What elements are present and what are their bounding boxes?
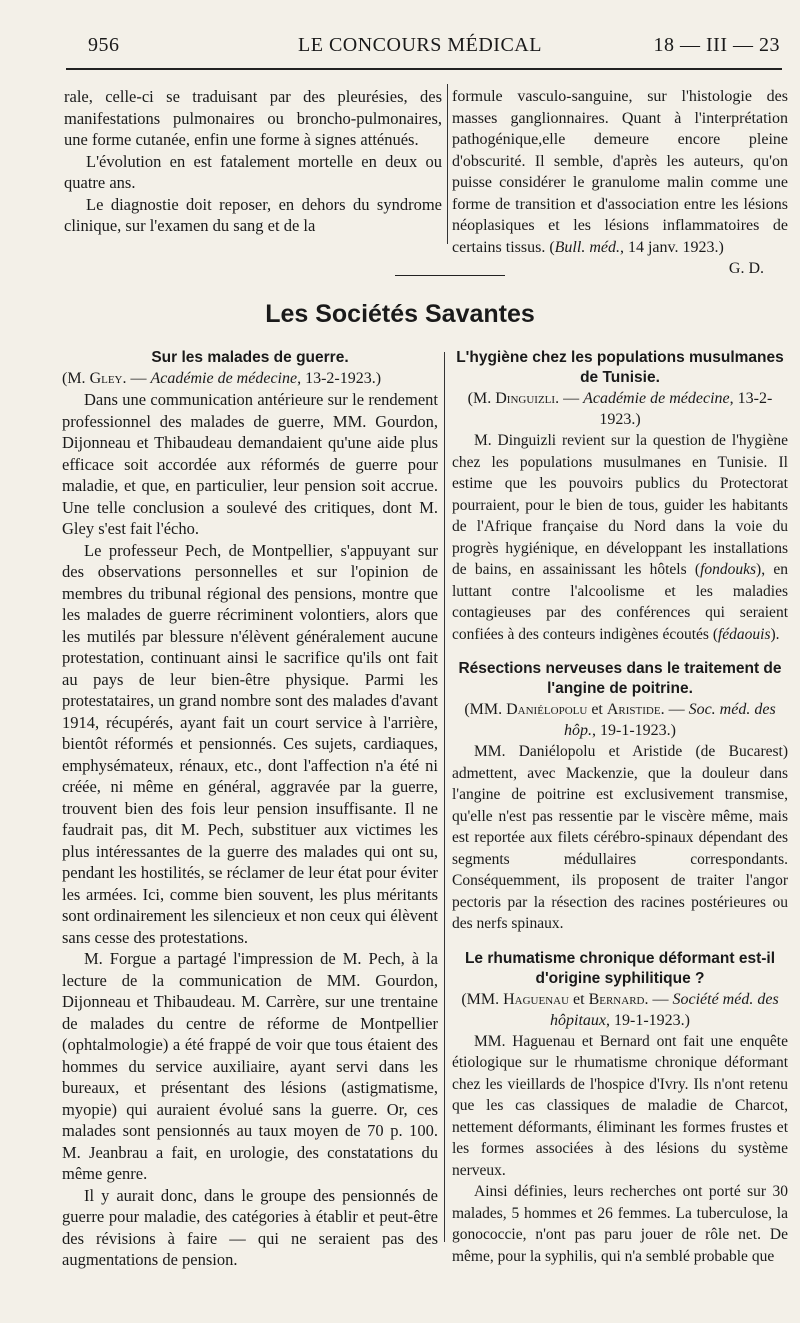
article-citation: (M. Dinguizli. — Académie de médecine, 13-2-1923.) — [467, 390, 773, 428]
article-title: Résections nerveuses dans le traitement de l'angine de poitrine. — [458, 660, 782, 697]
paragraph: L'évolution en est fatalement mortelle en deux ou quatre ans. — [64, 151, 442, 192]
paragraph: Dans une communication antérieure sur le rendement professionnel des malades de guerre, MM. Gourdon, Dijonneau et Thibaudeau demandaient qu'une aide plus efficace soit accordée aux réformés de guerre pour maladie, et que, en particulier, leur pension soit accrue. Une telle conclusion a soulevé des critiques, dont M. Gley s'est fait l'écho. — [62, 390, 438, 538]
column-divider — [444, 352, 445, 1242]
paragraph: M. Forgue a partagé l'impression de M. Pech, à la lecture de la communication de MM. Gourdon, Dijonneau et Thibaudeau. M. Carrère, sur une trentaine de malades du centre de réforme de Montpellier (ophtalmologie) a été frappé de voir que tous étaient des hommes du service auxiliaire, ayant servi dans les bureaux, et présentant des lésions (astigmatisme, myopie) qui auraient évolué sans la guerre. Or, ces malades sont pensionnés au taux moyen de 70 p. 100. M. Jeanbrau a fait, en urologie, des constatations du même genre. — [62, 949, 438, 1183]
column-divider — [447, 84, 448, 244]
paragraph: Ainsi définies, leurs recherches ont porté sur 30 malades, 5 hommes et 26 femmes. La tuberculose, la gonococcie, n'ont pas paru jouer de rôle net. De même, pour la syphilis, qui n'a semblé probable que — [452, 1183, 788, 1265]
header-rule — [66, 68, 782, 70]
paragraph: Il y aurait donc, dans le groupe des pensionnés de guerre pour maladie, des catégories à établir et peut-être des révisions à faire — qui ne seraient pas des augmentations de pension. — [62, 1185, 438, 1269]
paragraph: MM. Haguenau et Bernard ont fait une enquête étiologique sur le rhumatisme chronique déformant chez les vieillards de l'hospice d'Ivry. Ils n'ont retenu que les cas classiques de maladie de Charcot, nettement déformants, éliminant les formes frustes et les formes associées à des lésions du système nerveux. — [452, 1032, 788, 1179]
journal-title: LE CONCOURS MÉDICAL — [298, 34, 542, 56]
issue-date: 18 — III — 23 — [653, 34, 780, 56]
article-war-patients — [62, 348, 438, 1271]
section-title: Les Sociétés Savantes — [265, 300, 535, 328]
article-citation: (MM. Haguenau et Bernard. — Société méd. des hôpitaux, 19-1-1923.) — [461, 990, 779, 1029]
section-rule — [395, 275, 505, 276]
right-articles-column — [452, 348, 788, 1267]
article-citation: (M. Gley. — Académie de médecine, 13-2-1923.) — [62, 370, 382, 387]
article-title: L'hygiène chez les populations musulmanes de Tunisie. — [456, 349, 784, 386]
article-citation: (MM. Daniélopolu et Aristide. — Soc. méd. des hôp., 19-1-1923.) — [464, 701, 776, 739]
paragraph: M. Dinguizli revient sur la question de l'hygiène chez les populations musulmanes en Tunisie. Il estime que les pouvoirs publics du Protectorat pourraient, pour le bien de tous, guider les habitants de l'Afrique française du Nord dans la voie du progrès hygiénique, en développant les installations de bains, en assainissant les hôtels (fondouks), en luttant contre l'alcoolisme et les maladies contagieuses par des conférences qui seraient confiées à des conteurs indigènes écoutés (fédaouis). — [452, 432, 788, 643]
paragraph: Le diagnostie doit reposer, en dehors du syndrome clinique, sur l'examen du sang et de la — [64, 194, 442, 235]
paragraph: formule vasculo-sanguine, sur l'histologie des masses ganglionnaires. Quant à l'interprétation pathogénique,elle demeure encore pleine d'obscurité. Il semble, d'après les auteurs, qu'on puisse considérer le granulome malin comme une forme de transition et d'association entre les lésions néoplasiques et les lésions inflammatoires de certains tissus. (Bull. méd., 14 janv. 1923.) — [452, 88, 788, 256]
top-right-column — [452, 86, 788, 280]
article-title: Le rhumatisme chronique déformant est-il d'origine syphilitique ? — [464, 949, 776, 987]
page-header — [60, 34, 780, 64]
article-title: Sur les malades de guerre. — [151, 349, 349, 366]
paragraph: Le professeur Pech, de Montpellier, s'appuyant sur des observations personnelles et sur l'opinion de membres du tribunal régional des pensions, montre que les malades de guerre récriminent volontiers, alors que les mutilés par blessure n'élèvent généralement aucune protestation, continuant ainsi le sacrifice qu'ils ont fait au pays de leur bien-être physique. Parmi les protestataires, un grand nombre sont des malades d'avant 1914, récupérés, ayant fait un court service à l'arrière, bientôt réformés et pensionnés. Ces sujets, cardiaques, emphysémateux, rénaux, etc., dont l'affection n'a été ni créée, ni même en général, aggravée par la guerre, trouvent bien des fois leur pension insuffisante. Il ne faudrait pas, dit M. Pech, substituer aux victimes les plus intéressantes de la guerre des malades qui ont su, pendant les hostilités, se réclamer de leur état pour éviter les armées. Ici, comme bien souvent, les plus méritants sont ordinairement les silencieux et non ceux qui élèvent sans cesse des protestations. — [62, 540, 438, 947]
page-number: 956 — [88, 34, 120, 56]
signature: G. D. — [728, 260, 764, 277]
paragraph: rale, celle-ci se traduisant par des pleurésies, des manifestations pulmonaires ou broncho-pulmonaires, une forme cutanée, enfin une forme à signes atténués. — [64, 87, 442, 149]
reference-source: Bull. méd. — [554, 238, 620, 256]
paragraph: MM. Daniélopolu et Aristide (de Bucarest) admettent, avec Mackenzie, que la douleur dans l'angine de poitrine est exclusivement transmise, qu'elle n'est pas ressentie par le viscère même, mais est reportée aux filets cérébro-spinaux dépendant des segments médullaires correspondants. Conséquemment, ils proposent de traiter l'angor pectoris par la résection des racines postérieures ou des nerfs spinaux. — [452, 743, 788, 932]
top-left-column — [64, 86, 442, 237]
